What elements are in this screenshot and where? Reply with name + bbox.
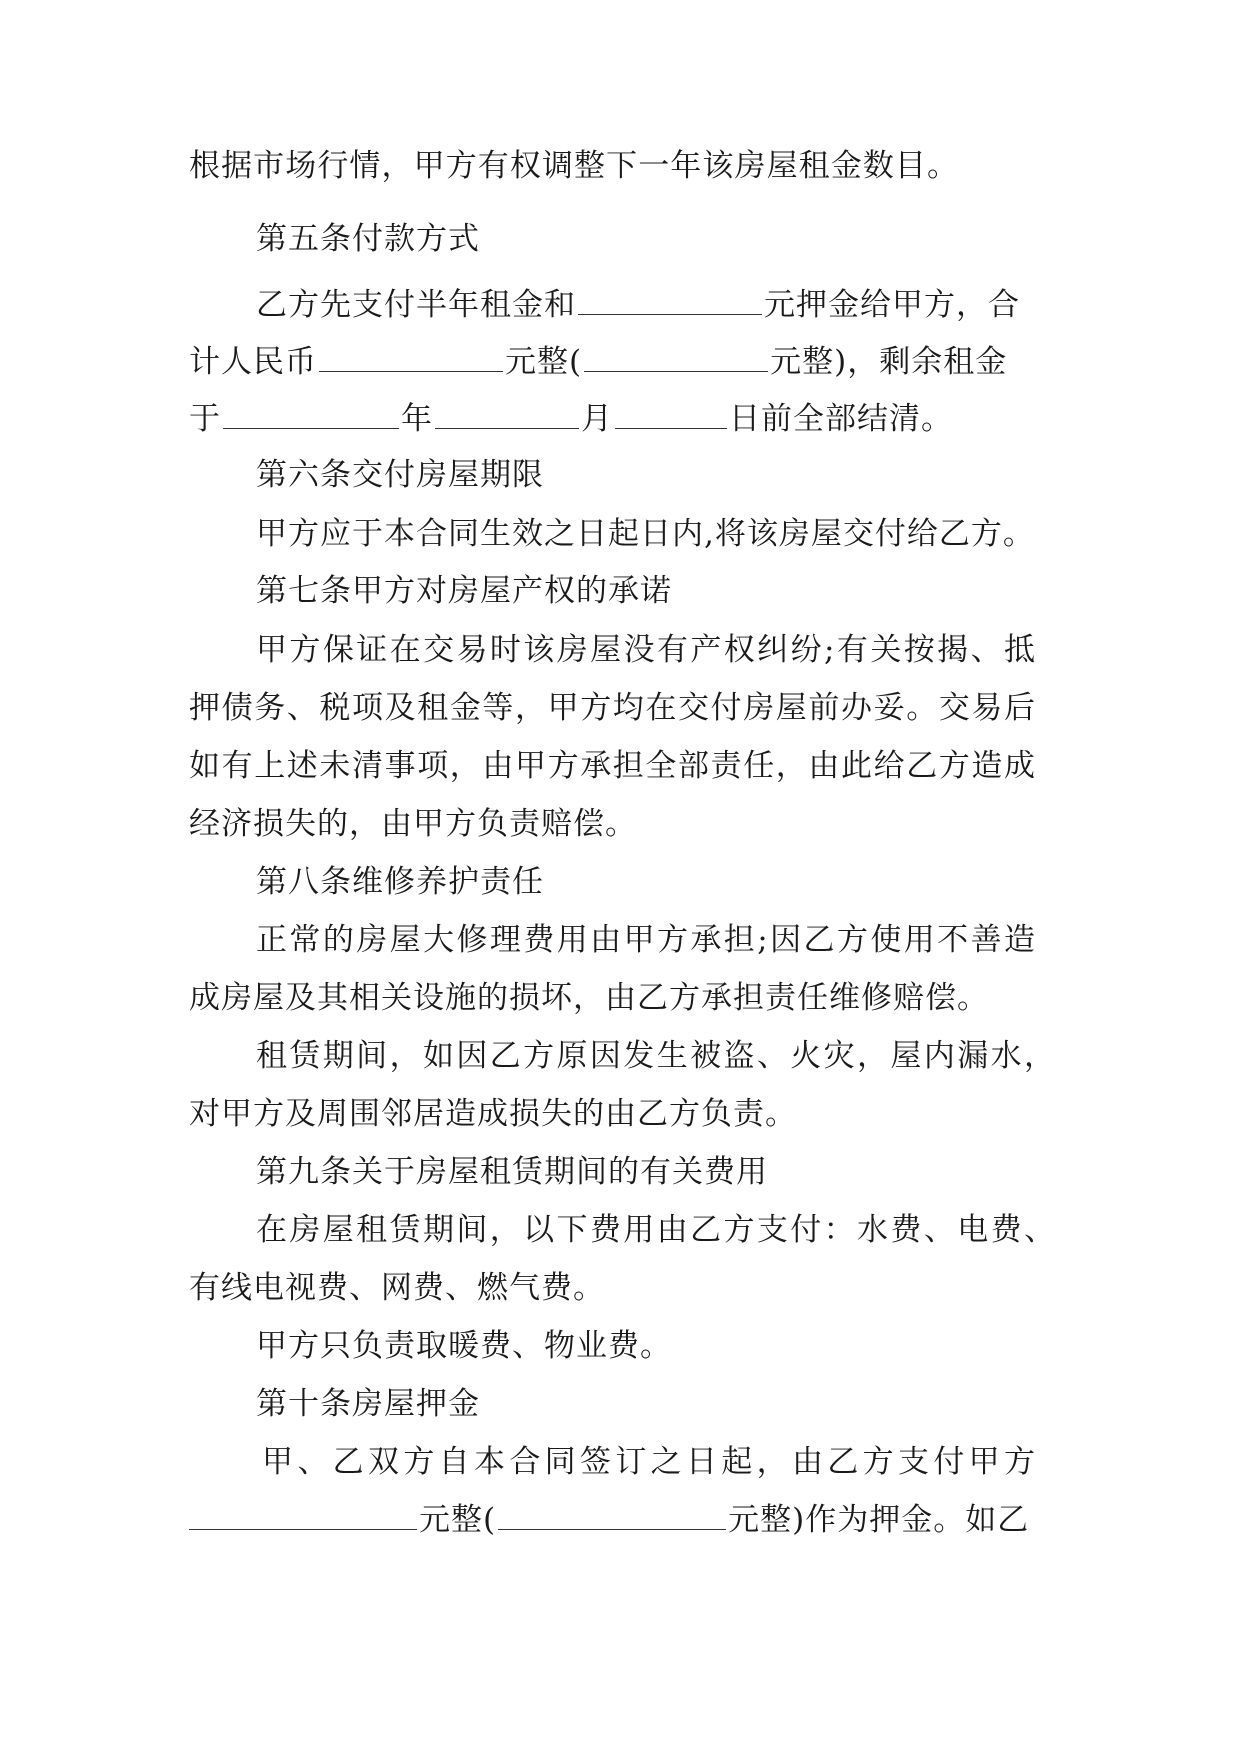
paragraph-line: 有线电视费、网费、燃气费。 [189, 1270, 605, 1306]
text-segment: 日前全部结清。 [729, 401, 953, 437]
paragraph-line: 经济损失的，由甲方负责赔偿。 [189, 806, 637, 842]
paragraph-line: 租赁期间，如因乙方原因发生被盗、火灾，屋内漏水， [256, 1038, 1056, 1074]
text-segment: 乙方先支付半年租金和 [256, 287, 576, 323]
paragraph-line: 甲、乙双方自本合同签订之日起，由乙方支付甲方 [262, 1444, 1036, 1480]
paragraph-line [256, 285, 1020, 325]
section-heading: 第十条房屋押金 [256, 1386, 480, 1422]
section-heading: 第九条关于房屋租赁期间的有关费用 [256, 1154, 768, 1190]
paragraph-line: 甲方保证在交易时该房屋没有产权纠纷;有关按揭、抵 [256, 632, 1036, 668]
section-heading: 第七条甲方对房屋产权的承诺 [256, 573, 672, 609]
fill-blank [578, 292, 762, 315]
text-segment: 元押金给甲方，合 [764, 287, 1020, 323]
text-segment: 月 [581, 401, 613, 437]
paragraph-line [189, 1500, 1029, 1540]
fill-blank [584, 349, 768, 372]
section-heading: 第八条维修养护责任 [256, 864, 544, 900]
fill-blank [223, 406, 399, 429]
paragraph-line: 在房屋租赁期间，以下费用由乙方支付：水费、电费、 [256, 1212, 1056, 1248]
paragraph-line: 甲方只负责取暖费、物业费。 [256, 1328, 672, 1364]
fill-blank [498, 1507, 726, 1530]
paragraph-line: 成房屋及其相关设施的损坏，由乙方承担责任维修赔偿。 [189, 980, 989, 1016]
fill-blank [435, 406, 579, 429]
paragraph-line: 押债务、税项及租金等，甲方均在交付房屋前办妥。交易后 [189, 690, 1036, 726]
text-segment: 于 [189, 401, 221, 437]
text-segment: 年 [401, 401, 433, 437]
text-segment: 元整)作为押金。如乙 [728, 1502, 1030, 1538]
paragraph-line [189, 342, 1007, 382]
text-segment: 计人民币 [189, 344, 317, 380]
text-segment: 元整)，剩余租金 [770, 344, 1008, 380]
paragraph-line: 甲方应于本合同生效之日起日内,将该房屋交付给乙方。 [256, 516, 1035, 552]
text-segment: 元整( [505, 344, 583, 380]
fill-blank [189, 1507, 417, 1530]
paragraph-line [189, 399, 953, 439]
section-heading: 第五条付款方式 [256, 221, 480, 257]
text-segment: 元整( [419, 1502, 497, 1538]
fill-blank [319, 349, 503, 372]
section-heading: 第六条交付房屋期限 [256, 457, 544, 493]
paragraph-line: 如有上述未清事项，由甲方承担全部责任，由此给乙方造成 [189, 748, 1036, 784]
paragraph-line: 根据市场行情，甲方有权调整下一年该房屋租金数目。 [189, 148, 959, 184]
fill-blank [615, 406, 727, 429]
paragraph-line: 对甲方及周围邻居造成损失的由乙方负责。 [189, 1096, 797, 1132]
paragraph-line: 正常的房屋大修理费用由甲方承担;因乙方使用不善造 [256, 922, 1036, 958]
